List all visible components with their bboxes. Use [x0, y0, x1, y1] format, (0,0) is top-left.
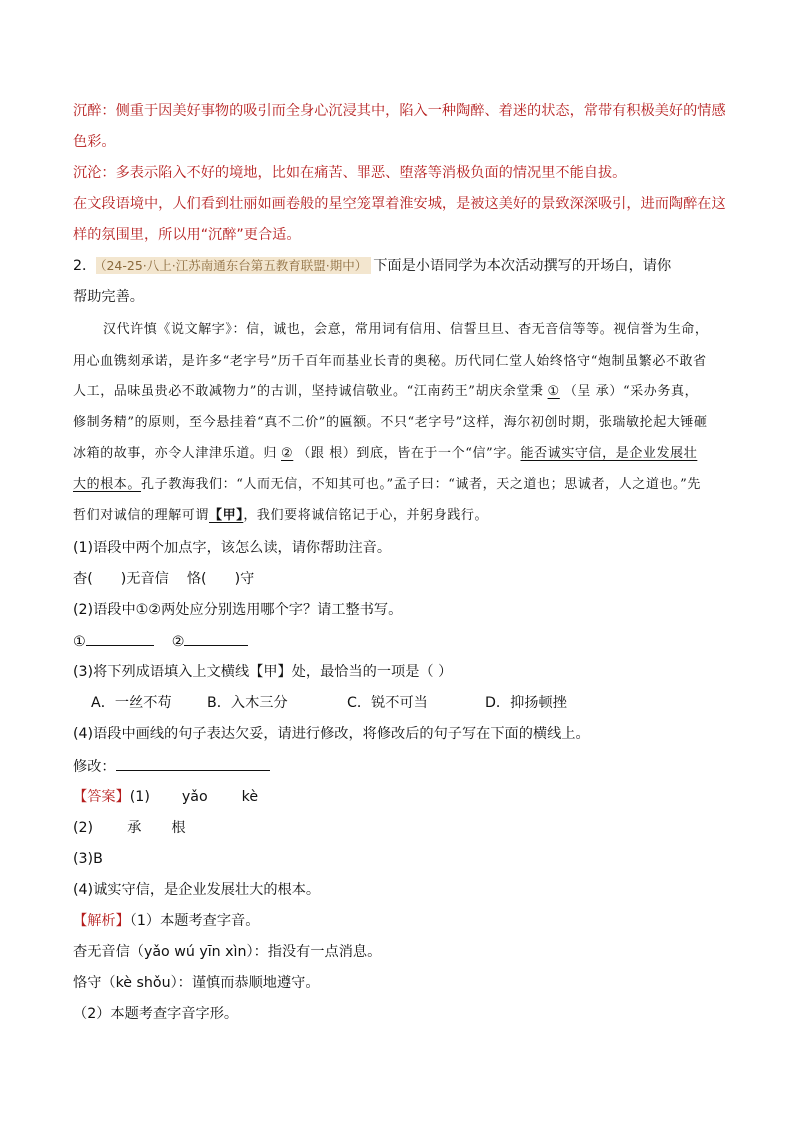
- option-c: C．锐不可当: [347, 695, 428, 711]
- passage-line: 用心血镌刻承诺，是许多“老字号”历千百年而基业长青的奥秘。历代同仁堂人始终恪守“炮制虽繁必不敢省: [73, 354, 707, 369]
- subquestion-3: (3)将下列成语填入上文横线【甲】处，最恰当的一项是（ ）: [73, 664, 453, 680]
- prev-answer-line: 色彩。: [73, 134, 116, 150]
- analysis-line: 【解析】（1）本题考查字音。: [73, 913, 260, 929]
- passage-line: 汉代许慎《说文解字》：信，诚也，会意，常用词有信用、信誓旦旦、杳无音信等等。视信誉为生命，: [103, 322, 709, 337]
- passage-line: 人工，品味虽贵必不敢减物力”的古训，坚持诚信敬业。“江南药王”胡庆余堂秉 ① （呈 承）“采办务真，: [73, 382, 698, 402]
- question-number: 2．: [73, 258, 97, 274]
- answer-blank: [184, 631, 248, 646]
- blank-1: ①: [547, 384, 560, 399]
- analysis-label: 【解析】: [73, 913, 130, 929]
- subquestion-4-line: 修改：: [73, 756, 270, 777]
- passage-line: 冰箱的故事，亦令人津津乐道。归 ② （跟 根）到底，皆在于一个“信”字。能否诚实守信，是企业发展壮: [73, 444, 697, 464]
- prev-answer-line: 沉醉：侧重于因美好事物的吸引而全身心沉浸其中，陷入一种陶醉、着迷的状态，常带有积极美好的情感: [73, 103, 726, 119]
- subquestion-4: (4)语段中画线的句子表达欠妥，请进行修改，将修改后的句子写在下面的横线上。: [73, 726, 590, 742]
- prev-answer-line: 样的氛围里，所以用“沉醉”更合适。: [73, 227, 301, 243]
- answer-line-3: (3)B: [73, 851, 103, 867]
- underlined-sentence: 能否诚实守信，是企业发展壮: [520, 446, 698, 461]
- answer-line-2: (2) 承 根: [73, 820, 186, 836]
- passage-line: 大的根本。孔子教海我们：“人而无信，不知其可也。”孟子曰：“诚者，天之道也；思诚者，人之道也。”先: [73, 477, 701, 492]
- option-a: A．一丝不苟: [91, 695, 172, 711]
- subquestion-1-words: 杳( )无音信 恪( )守: [73, 571, 255, 587]
- question-heading: [73, 256, 671, 276]
- answer-blank: [86, 631, 154, 646]
- answer-blank: [116, 756, 270, 771]
- subquestion-1: (1)语段中两个加点字，该怎么读，请你帮助注音。: [73, 540, 392, 556]
- blank-jia: 【甲】: [209, 508, 244, 523]
- prev-answer-line: 沉沦：多表示陷入不好的境地，比如在痛苦、罪恶、堕落等消极负面的情况里不能自拔。: [73, 165, 627, 181]
- answer-line-4: (4)诚实守信，是企业发展壮大的根本。: [73, 882, 321, 898]
- option-b: B．入木三分: [207, 695, 288, 711]
- question-intro-line2: 帮助完善。: [73, 289, 144, 305]
- passage-line: 哲们对诚信的理解可谓【甲】，我们要将诚信铭记于心，并躬身践行。: [73, 508, 489, 523]
- question-intro: 下面是小语同学为本次活动撰写的开场白，请你: [373, 258, 672, 274]
- underlined-sentence-end: 大的根本。: [73, 477, 142, 492]
- analysis-line: （2）本题考查字音字形。: [73, 1006, 239, 1022]
- subquestion-2: (2)语段中①②两处应分别选用哪个字？请工整书写。: [73, 602, 403, 618]
- answer-label: 【答案】: [73, 789, 130, 805]
- question-source-tag: （24-25·八上·江苏南通东台第五教育联盟·期中）: [96, 257, 371, 274]
- answer-line-1: 【答案】(1) yǎo kè: [73, 789, 259, 805]
- prev-answer-line: 在文段语境中，人们看到壮丽如画卷般的星空笼罩着淮安城，是被这美好的景致深深吸引，进而陶醉在这: [73, 196, 726, 212]
- analysis-line: 杳无音信（yǎo wú yīn xìn）：指没有一点消息。: [73, 944, 382, 960]
- blank-2: ②: [281, 446, 294, 461]
- passage-line: 修制务精”的原则，至今悬挂着“真不二价”的匾额。不只“老字号”这样，海尔初创时期，张瑞敏抡起大锤砸: [73, 415, 708, 430]
- analysis-line: 恪守（kè shǒu）：谨慎而恭顺地遵守。: [73, 975, 320, 991]
- option-d: D．抑扬顿挫: [485, 695, 567, 711]
- subquestion-2-blanks: ① ②: [73, 631, 248, 652]
